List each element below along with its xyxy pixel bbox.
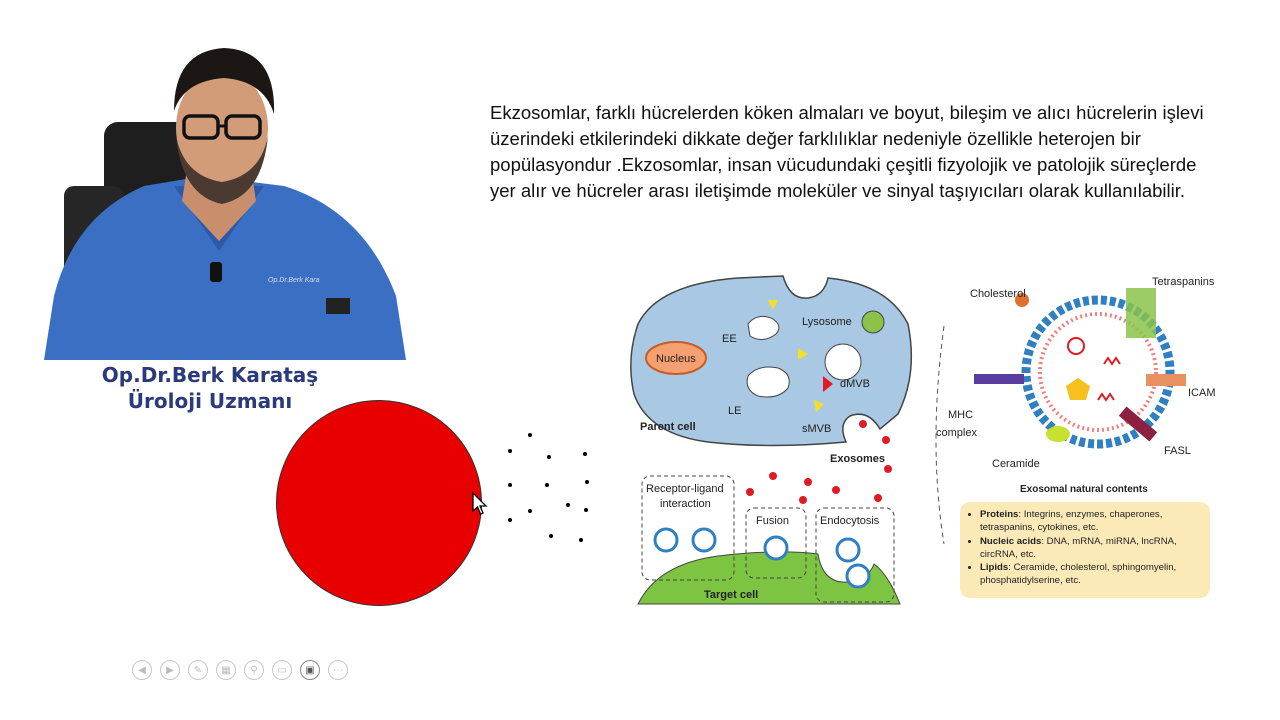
presenter-caption: [60, 362, 360, 414]
list-item: [980, 508, 1202, 535]
dot: [566, 503, 570, 507]
mouse-cursor-icon: [472, 492, 488, 516]
dot: [579, 538, 583, 542]
zoom-icon[interactable]: ⚲: [244, 660, 264, 680]
exosomal-contents-box: [960, 502, 1210, 598]
lysosome-label: Lysosome: [802, 316, 852, 328]
contents-list: [968, 508, 1202, 588]
target-cell-label: Target cell: [704, 589, 759, 601]
mhc-complex-label: complex: [936, 427, 977, 439]
presenter-video-icon: [24, 36, 406, 360]
pen-icon[interactable]: ✎: [188, 660, 208, 680]
ceramide-label: Ceramide: [992, 458, 1040, 470]
dot: [584, 508, 588, 512]
cholesterol-label: Cholesterol: [970, 288, 1026, 300]
icam-label: ICAM: [1188, 387, 1216, 399]
le-label: LE: [728, 405, 742, 417]
nucleus-label: Nucleus: [656, 353, 696, 365]
ee-label: EE: [722, 333, 737, 345]
play-icon[interactable]: ▶: [160, 660, 180, 680]
dot: [508, 483, 512, 487]
dot: [528, 509, 532, 513]
lysosome-shape: [862, 311, 884, 333]
presenter-name: Op.Dr.Berk Karataş: [101, 363, 319, 387]
le-vesicle: [747, 367, 789, 397]
fusion-label: Fusion: [756, 515, 790, 527]
dot: [547, 455, 551, 459]
dmvb-shape: [825, 344, 861, 380]
camera-icon[interactable]: ▣: [300, 660, 320, 680]
list-item: [980, 561, 1202, 588]
scrubs-embroidery: Op.Dr.Berk Kara: [268, 277, 320, 284]
presenter-title: Üroloji Uzmanı: [127, 389, 293, 413]
exosomes-label: Exosomes: [830, 453, 886, 465]
receptor-ligand-label: Receptor-ligand: [646, 483, 724, 495]
contents-title: Exosomal natural contents: [1020, 484, 1148, 495]
contents-text: : Ceramide, cholesterol, sphingomyelin, phosphatidylserine, etc.: [980, 562, 1177, 587]
contents-label: Lipids: [980, 562, 1009, 574]
endocytosis-label: Endocytosis: [820, 515, 880, 527]
contents-text: : Integrins, enzymes, chaperones, tetraspanins, cytokines, etc.: [980, 509, 1163, 534]
red-circle-shape: [276, 400, 482, 606]
list-item: [980, 535, 1202, 562]
tetraspanins-label: Tetraspanins: [1152, 276, 1215, 288]
contents-label: Proteins: [980, 509, 1019, 520]
dot: [545, 483, 549, 487]
grid-icon[interactable]: ▦: [216, 660, 236, 680]
mhc-label: MHC: [948, 409, 974, 421]
dot: [583, 452, 587, 456]
presentation-toolbar: [132, 660, 348, 680]
more-icon[interactable]: ⋯: [328, 660, 348, 680]
presenter-webcam: [24, 36, 406, 360]
back-icon[interactable]: ◀: [132, 660, 152, 680]
dot: [549, 534, 553, 538]
smvb-label: sMVB: [802, 423, 832, 435]
parent-cell-label: Parent cell: [640, 421, 696, 433]
dmvb-label: dMVB: [840, 378, 870, 390]
dot: [508, 449, 512, 453]
fasl-label: FASL: [1164, 445, 1191, 457]
contents-text: : DNA, mRNA, miRNA, lncRNA, circRNA, etc.: [980, 535, 1177, 560]
slide-paragraph: Ekzosomlar, farklı hücrelerden köken almaları ve boyut, bileşim ve alıcı hücrelerin işlevi üzerindeki etkilerindeki dikkate değer farklılıklar nedeniyle özellikle heterojen bir popülasyondur .Ekzosomlar, insan vücudundaki çeşitli fizyolojik ve patolojik süreçlerde yer alır ve hücreler arası iletişimde moleküler ve sinyal taşıyıcıları olarak kullanılabilir.: [490, 102, 1204, 201]
captions-icon[interactable]: ▭: [272, 660, 292, 680]
dot: [528, 433, 532, 437]
dot: [508, 518, 512, 522]
dot: [585, 480, 589, 484]
interaction-label: interaction: [660, 498, 711, 510]
contents-label: Nucleic acids: [980, 535, 1042, 547]
